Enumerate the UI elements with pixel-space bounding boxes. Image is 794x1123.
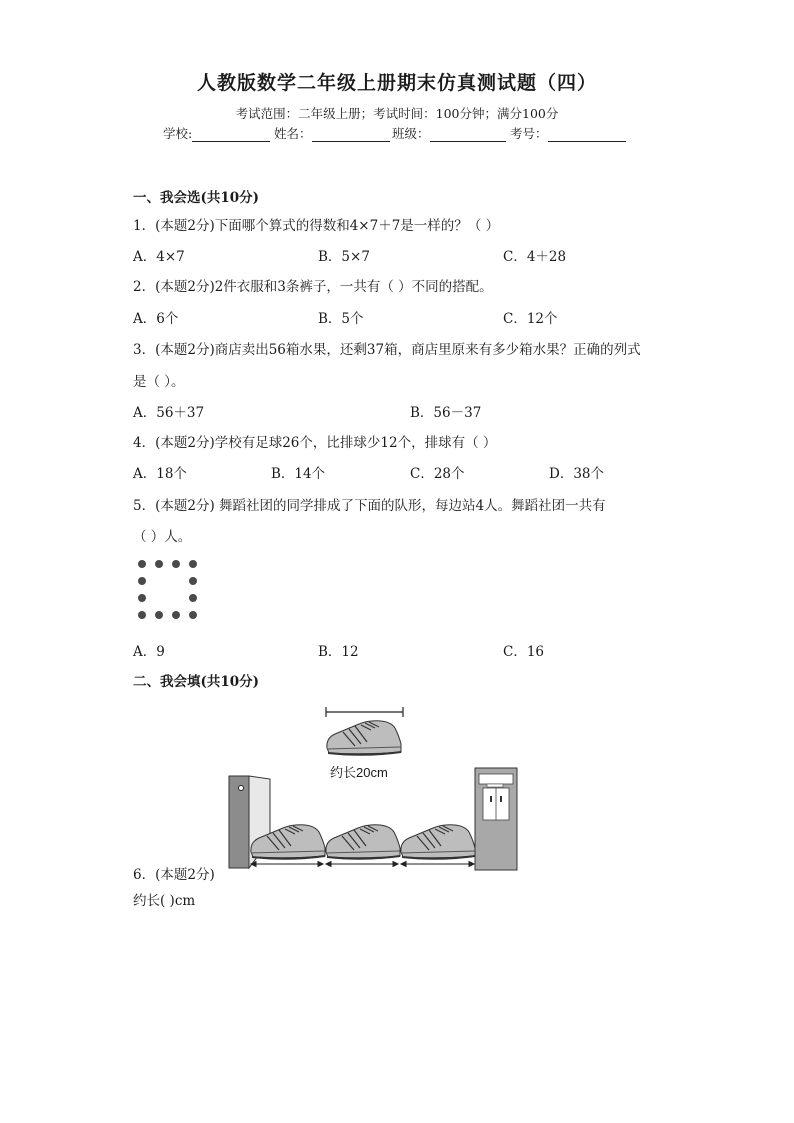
shoe-2 (326, 825, 400, 859)
question-5-cont: （ ）人。 (133, 529, 192, 545)
q5-option-c[interactable]: C．16 (503, 644, 545, 660)
exam-info: 考试范围：二年级上册；考试时间：100分钟；满分100分 (235, 106, 559, 121)
name-label: 姓名： (274, 126, 312, 141)
section-2-title: 二、我会填(共10分) (133, 674, 260, 690)
reference-measure-line (326, 707, 403, 717)
school-blank[interactable] (192, 127, 270, 142)
q5-option-a[interactable]: A．9 (133, 644, 165, 660)
dot (155, 611, 163, 619)
dot (172, 611, 180, 619)
dot (172, 560, 180, 568)
dot (155, 560, 163, 568)
q3-option-a[interactable]: A．56＋37 (133, 405, 205, 421)
question-6: 6．(本题2分) (133, 867, 215, 883)
q4-option-a[interactable]: A．18个 (133, 466, 187, 482)
question-3-cont: 是（ ）。 (133, 374, 185, 390)
q3-option-b[interactable]: B．56－37 (410, 405, 482, 421)
q2-option-c[interactable]: C．12个 (503, 311, 558, 327)
question-2: 2．(本题2分)2件衣服和3条裤子，一共有（ ）不同的搭配。 (133, 279, 493, 295)
exam-number-label: 考号： (510, 126, 548, 141)
dot (189, 594, 197, 602)
q1-option-c[interactable]: C．4＋28 (503, 249, 567, 265)
class-field (392, 124, 506, 142)
dot (189, 611, 197, 619)
dot (138, 577, 146, 585)
q1-option-a[interactable]: A．4×7 (133, 249, 185, 265)
shoe-measurement-figure (225, 700, 537, 872)
q4-option-d[interactable]: D．38个 (549, 466, 605, 482)
question-1: 1．(本题2分)下面哪个算式的得数和4×7＋7是一样的？（ ） (133, 218, 500, 234)
dot (138, 611, 146, 619)
cabinet-icon (475, 768, 517, 870)
name-field (274, 124, 390, 142)
dot (138, 560, 146, 568)
q4-option-c[interactable]: C．28个 (410, 466, 465, 482)
reference-shoe (327, 721, 401, 755)
figure-label: 约长20cm (330, 765, 388, 780)
question-6-answer[interactable]: 约长( )cm (133, 893, 196, 909)
dot (189, 577, 197, 585)
q5-option-b[interactable]: B．12 (318, 644, 359, 660)
name-blank[interactable] (312, 127, 390, 142)
question-5: 5．(本题2分) 舞蹈社团的同学排成了下面的队形，每边站4人。舞蹈社团一共有 (133, 498, 606, 514)
section-1-title: 一、我会选(共10分) (133, 190, 260, 206)
q2-option-a[interactable]: A．6个 (133, 311, 179, 327)
school-label: 学校: (163, 126, 193, 141)
exam-number-blank[interactable] (548, 127, 626, 142)
page-title: 人教版数学二年级上册期末仿真测试题（四） (196, 72, 597, 94)
exam-number-field (510, 124, 626, 142)
q4-option-b[interactable]: B．14个 (271, 466, 326, 482)
dot (189, 560, 197, 568)
class-label: 班级： (392, 126, 430, 141)
q2-option-b[interactable]: B．5个 (318, 311, 364, 327)
school-field (163, 124, 270, 142)
class-blank[interactable] (430, 127, 506, 142)
dot (138, 594, 146, 602)
shoe-3 (401, 825, 475, 859)
measure-arrows (251, 862, 474, 867)
question-4: 4．(本题2分)学校有足球26个，比排球少12个，排球有（ ） (133, 435, 497, 451)
q1-option-b[interactable]: B．5×7 (318, 249, 370, 265)
question-3: 3．(本题2分)商店卖出56箱水果，还剩37箱，商店里原来有多少箱水果？正确的列式 (133, 342, 641, 358)
